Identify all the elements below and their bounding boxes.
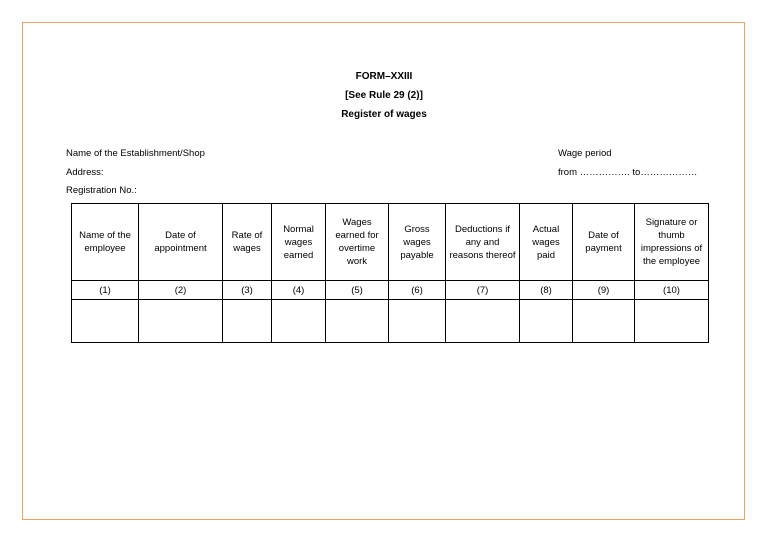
col-header-date-appointment: Date of appointment (139, 204, 223, 281)
col-header-actual-wages: Actual wages paid (520, 204, 573, 281)
registration-label: Registration No.: (66, 185, 137, 196)
table-cell (573, 300, 635, 343)
col-number: (8) (520, 281, 573, 300)
establishment-label: Name of the Establishment/Shop (66, 148, 205, 159)
form-subtitle: Register of wages (341, 109, 427, 120)
col-header-deductions: Deductions if any and reasons thereof (446, 204, 520, 281)
form-title: FORM–XXIII (355, 71, 413, 82)
col-number: (6) (389, 281, 446, 300)
col-header-rate-wages: Rate of wages (223, 204, 272, 281)
table-cell (272, 300, 326, 343)
wages-register-table (71, 203, 709, 343)
table-cell (139, 300, 223, 343)
table-cell (223, 300, 272, 343)
col-header-date-payment: Date of payment (573, 204, 635, 281)
col-number: (2) (139, 281, 223, 300)
table-cell (520, 300, 573, 343)
table-cell (635, 300, 709, 343)
form-rule: [See Rule 29 (2)] (345, 90, 423, 101)
table-cell (326, 300, 389, 343)
wage-period-label: Wage period (558, 148, 612, 159)
wage-period-range: from ……………. to……………… (558, 167, 698, 178)
col-number: (10) (635, 281, 709, 300)
col-header-overtime-wages: Wages earned for overtime work (326, 204, 389, 281)
col-header-employee-name: Name of the employee (72, 204, 139, 281)
col-number: (5) (326, 281, 389, 300)
table-header-row (72, 204, 709, 281)
table-blank-row (72, 300, 709, 343)
col-header-signature: Signature or thumb impressions of the employee (635, 204, 709, 281)
col-number: (1) (72, 281, 139, 300)
address-label: Address: (66, 167, 104, 178)
table-cell (72, 300, 139, 343)
col-number: (4) (272, 281, 326, 300)
col-number: (9) (573, 281, 635, 300)
col-number: (7) (446, 281, 520, 300)
col-header-gross-wages: Gross wages payable (389, 204, 446, 281)
col-header-normal-wages: Normal wages earned (272, 204, 326, 281)
table-cell (389, 300, 446, 343)
col-number: (3) (223, 281, 272, 300)
table-number-row (72, 281, 709, 300)
table-cell (446, 300, 520, 343)
